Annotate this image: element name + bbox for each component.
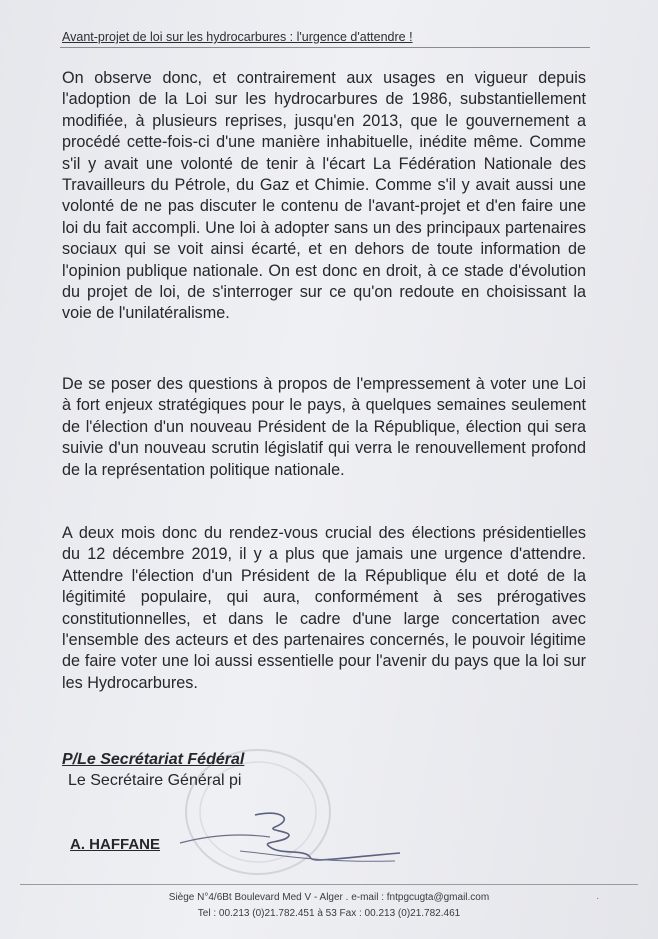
page-corner-mark: · <box>596 893 600 904</box>
handwritten-signature <box>170 805 410 870</box>
signature-title: P/Le Secrétariat Fédéral <box>62 751 245 768</box>
signatory-name: A. HAFFANE <box>70 836 160 853</box>
document-header-title: Avant-projet de loi sur les hydrocarbures : l'urgence d'attendre ! <box>62 30 413 44</box>
signature-role: Le Secrétaire Général pi <box>68 772 242 789</box>
body-paragraph-3: A deux mois donc du rendez-vous crucial des élections présidentielles du 12 décembre 2019, il y a plus que jamais une urgence d'attendre. Attendre l'élection d'un Président de la République élu et doté de la légitimité populaire, qui aura, conformément à ses prérogatives constitutionnelles, et dans le cadre d'une large concertation avec l'ensemble des acteurs et des partenaires concernés, le pouvoir légitime de faire voter une loi aussi essentielle pour l'avenir du pays que la loi sur les Hydrocarbures. <box>62 524 586 692</box>
footer-address: Siège N°4/6Bt Boulevard Med V - Alger . e-mail : fntpgcugta@gmail.com <box>168 892 490 903</box>
body-paragraph-2: De se poser des questions à propos de l'empressement à voter une Loi à fort enjeux stratégiques pour le pays, à quelques semaines seulement de l'élection d'un nouveau Président de la République, élection qui sera suivie d'un nouveau scrutin législatif qui verra le renouvellement profond de la représentation politique nationale. <box>62 375 586 479</box>
footer-phones: Tel : 00.213 (0)21.782.451 à 53 Fax : 00.213 (0)21.782.461 <box>197 908 461 919</box>
header-divider <box>60 47 590 48</box>
footer-divider <box>20 884 638 885</box>
body-paragraph-1: On observe donc, et contrairement aux usages en vigueur depuis l'adoption de la Loi sur les hydrocarbures de 1986, substantiellement modifiée, à plusieurs reprises, jusqu'en 2013, que le gouvernement a procédé cette-fois-ci d'une manière inhabituelle, inédite même. Comme s'il y avait une volonté de tenir à l'écart La Fédération Nationale des Travailleurs du Pétrole, du Gaz et Chimie. Comme s'il y avait aussi une volonté de ne pas discuter le contenu de l'avant-projet et d'en faire une loi du fait accompli. Une loi à adopter sans un des principaux partenaires sociaux qui se voit ainsi écarté, et en dehors de toute information de l'opinion publique nationale. On est donc en droit, à ce stade d'évolution du projet de loi, de s'interroger sur ce qu'on redoute en choisissant la voie de l'unilatéralisme. <box>62 69 586 323</box>
